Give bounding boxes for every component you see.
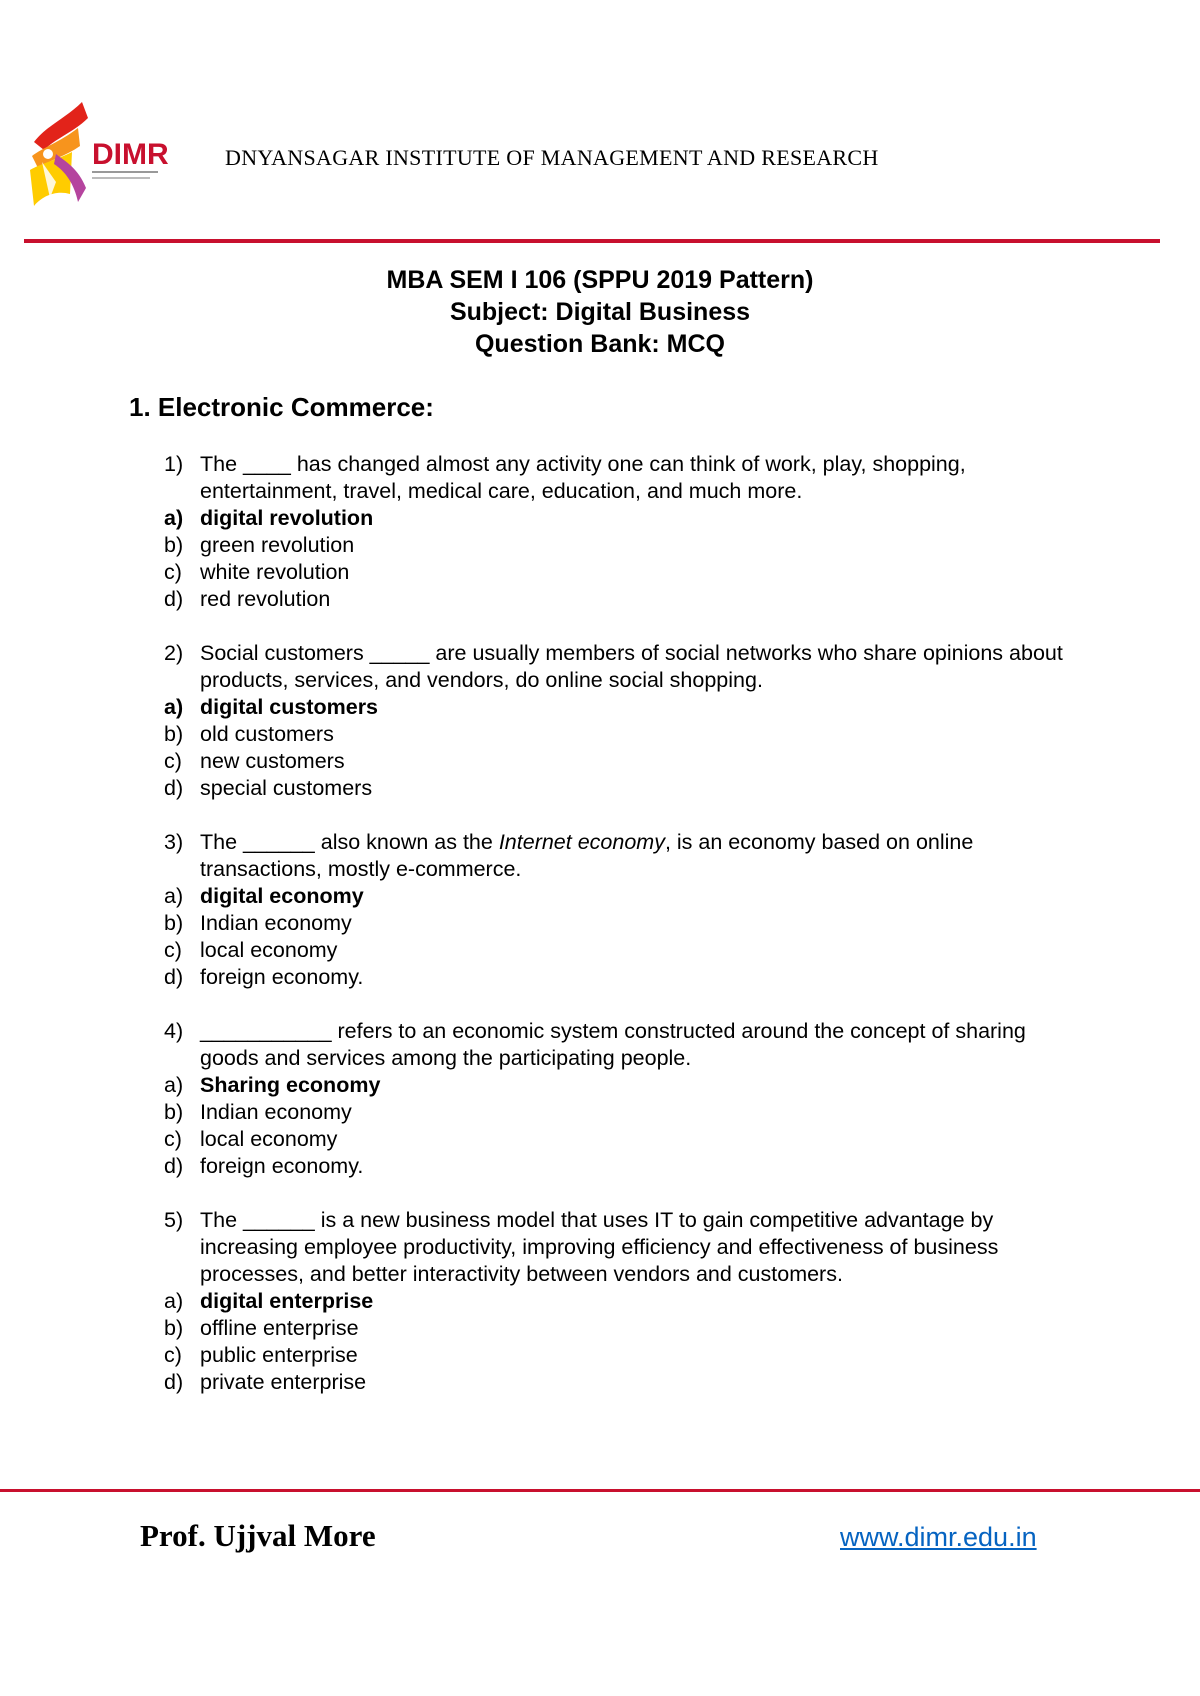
option-a: a) Sharing economy <box>164 1073 381 1097</box>
question-4 <box>164 1018 1084 1180</box>
option-b: b) offline enterprise <box>164 1316 359 1340</box>
option-a: a) digital economy <box>164 884 364 908</box>
option-d: d) special customers <box>164 776 373 800</box>
question-text: Social customers _____ are usually members of social networks who share opinions about products, services, and vendors, do online social shopping. <box>200 641 1063 692</box>
document-titles <box>0 264 1200 360</box>
option-d: d) foreign economy. <box>164 1154 364 1178</box>
question-number: 3) <box>164 830 184 854</box>
option-b: b) green revolution <box>164 533 355 557</box>
question-text: The ______ also known as the Internet economy, is an economy based on online transactions, mostly e-commerce. <box>200 830 974 881</box>
option-b: b) old customers <box>164 722 334 746</box>
question-number: 5) <box>164 1208 184 1232</box>
title-line-1: MBA SEM I 106 (SPPU 2019 Pattern) <box>386 266 814 294</box>
question-list <box>164 451 1084 1423</box>
question-text: The ____ has changed almost any activity one can think of work, play, shopping, entertainment, travel, medical care, education, and much more. <box>200 452 966 503</box>
option-b: b) Indian economy <box>164 1100 352 1124</box>
question-text: ___________ refers to an economic system constructed around the concept of sharing goods and services among the participating people. <box>200 1019 1026 1070</box>
option-c: c) white revolution <box>164 560 350 584</box>
section-heading: 1. Electronic Commerce: <box>129 392 434 422</box>
option-c: c) local economy <box>164 938 338 962</box>
dimr-logo <box>26 98 176 216</box>
question-5 <box>164 1207 1084 1396</box>
institute-name: DNYANSAGAR INSTITUTE OF MANAGEMENT AND RESEARCH <box>225 145 879 170</box>
option-c: c) new customers <box>164 749 345 773</box>
title-line-2: Subject: Digital Business <box>449 298 751 326</box>
option-c: c) local economy <box>164 1127 338 1151</box>
option-b: b) Indian economy <box>164 911 352 935</box>
option-d: d) private enterprise <box>164 1370 367 1394</box>
option-a: a) digital enterprise <box>164 1289 374 1313</box>
title-line-3: Question Bank: MCQ <box>474 330 725 358</box>
question-number: 1) <box>164 452 184 476</box>
option-c: c) public enterprise <box>164 1343 358 1367</box>
question-text: The ______ is a new business model that uses IT to gain competitive advantage by increasing employee productivity, improving efficiency and effectiveness of business processes, and better interactivity between vendors and customers. <box>200 1208 999 1286</box>
website-link[interactable]: www.dimr.edu.in <box>840 1522 1037 1552</box>
question-2 <box>164 640 1084 802</box>
option-d: d) foreign economy. <box>164 965 364 989</box>
question-1 <box>164 451 1084 613</box>
footer-divider <box>0 1489 1200 1492</box>
header-divider <box>24 239 1160 243</box>
question-number: 2) <box>164 641 184 665</box>
logo-text: DIMR <box>92 138 169 171</box>
option-a: a) digital customers <box>164 695 379 719</box>
question-3 <box>164 829 1084 991</box>
question-number: 4) <box>164 1019 184 1043</box>
option-d: d) red revolution <box>164 587 331 611</box>
option-a: a) digital revolution <box>164 506 374 530</box>
author-name: Prof. Ujjval More <box>140 1518 376 1553</box>
